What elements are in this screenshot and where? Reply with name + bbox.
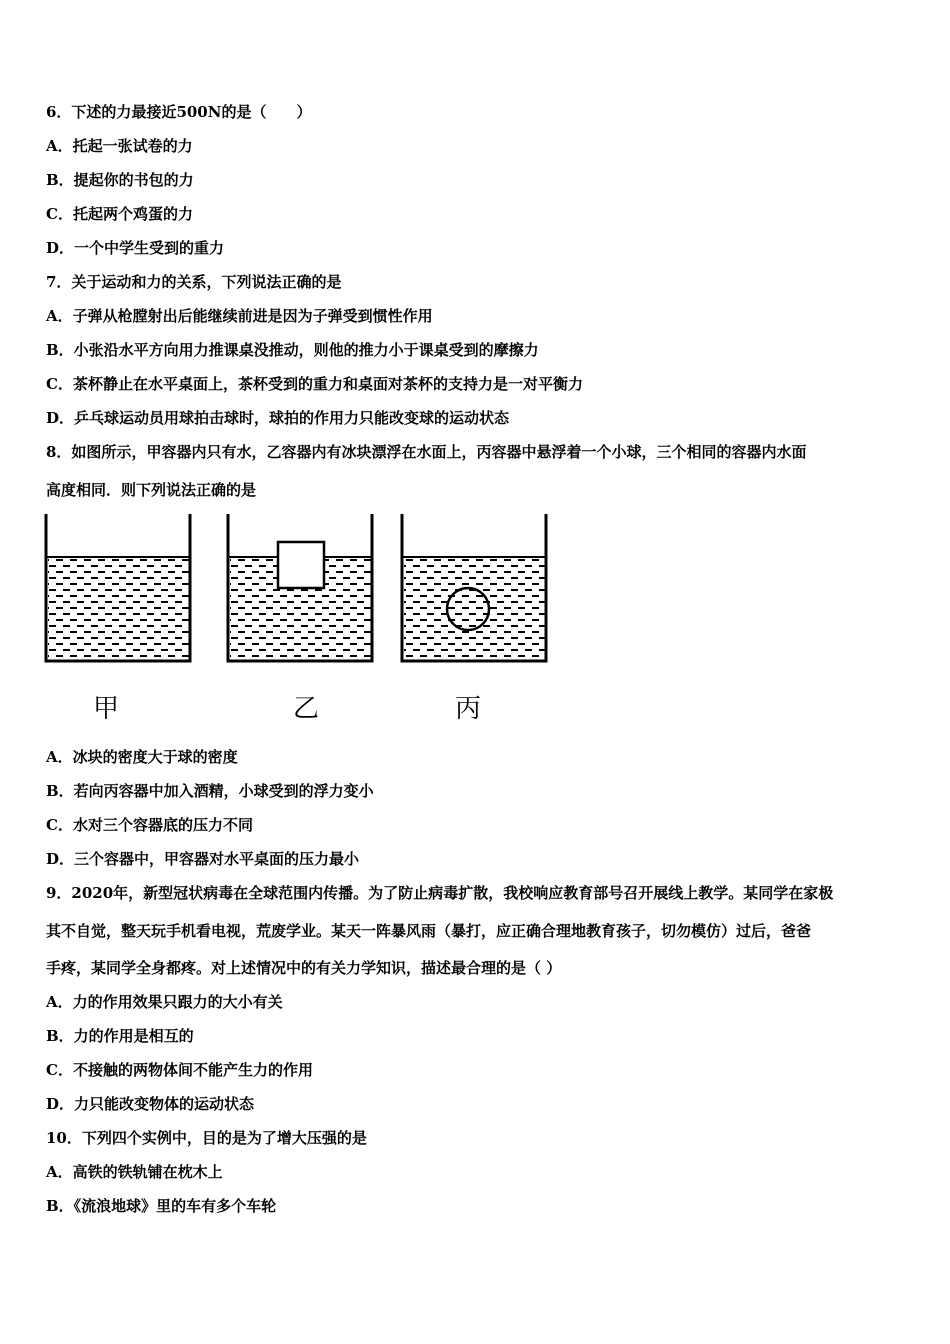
q6-option-c: C．托起两个鸡蛋的力 [46,205,193,223]
q9-stem-line1: 9．2020年，新型冠状病毒在全球范围内传播。为了防止病毒扩散，我校响应教育部号召开展线上教学。某同学在家极 [46,884,834,902]
q10-option-a: A．高铁的铁轨铺在枕木上 [46,1163,223,1181]
container-figure [40,508,560,672]
q7-option-d: D．乒乓球运动员用球拍击球时，球拍的作用力只能改变球的运动状态 [46,409,510,427]
ice-block [278,542,324,588]
q7-option-a: A．子弹从枪膛射出后能继续前进是因为子弹受到惯性作用 [46,307,433,325]
q9-stem-line2: 其不自觉，整天玩手机看电视，荒废学业。某天一阵暴风雨（暴打，应正确合理地教育孩子，切勿模仿）过后，爸爸 [46,922,812,940]
q9-option-d: D．力只能改变物体的运动状态 [46,1095,255,1113]
label-jia: 甲 [93,694,120,724]
container-bing [402,514,546,661]
q8-option-d: D．三个容器中，甲容器对水平桌面的压力最小 [46,850,360,868]
container-jia [46,514,190,661]
q7-option-b: B．小张沿水平方向用力推课桌没推动，则他的推力小于课桌受到的摩擦力 [46,341,539,359]
label-bing: 丙 [455,694,482,724]
q8-option-b: B．若向丙容器中加入酒精，小球受到的浮力变小 [46,782,374,800]
q7-option-c: C．茶杯静止在水平桌面上，茶杯受到的重力和桌面对茶杯的支持力是一对平衡力 [46,375,583,393]
q6-option-b: B．提起你的书包的力 [46,171,194,189]
q10-stem: 10．下列四个实例中，目的是为了增大压强的是 [46,1129,367,1147]
q9-option-c: C．不接触的两物体间不能产生力的作用 [46,1061,313,1079]
containers-diagram [40,508,560,668]
q8-option-a: A．冰块的密度大于球的密度 [46,748,238,766]
q8-stem-line2: 高度相同．则下列说法正确的是 [46,481,257,499]
q9-stem-line3: 手疼，某同学全身都疼。对上述情况中的有关力学知识，描述最合理的是（ ） [46,959,562,977]
q8-stem-line1: 8．如图所示，甲容器内只有水，乙容器内有冰块漂浮在水面上，丙容器中悬浮着一个小球，三个相同的容器内水面 [46,443,807,461]
water-jia [48,558,190,660]
q10-option-b: B．《流浪地球》里的车有多个车轮 [46,1197,277,1215]
water-bing [404,558,546,660]
q7-stem: 7．关于运动和力的关系，下列说法正确的是 [46,273,342,291]
q9-option-b: B．力的作用是相互的 [46,1027,194,1045]
q6-option-d: D．一个中学生受到的重力 [46,239,225,257]
q6-option-a: A．托起一张试卷的力 [46,137,193,155]
q8-option-c: C．水对三个容器底的压力不同 [46,816,253,834]
q6-stem: 6．下述的力最接近500N的是（ ） [46,103,312,121]
label-yi: 乙 [293,694,320,724]
container-yi [228,514,372,661]
q9-option-a: A．力的作用效果只跟力的大小有关 [46,993,283,1011]
